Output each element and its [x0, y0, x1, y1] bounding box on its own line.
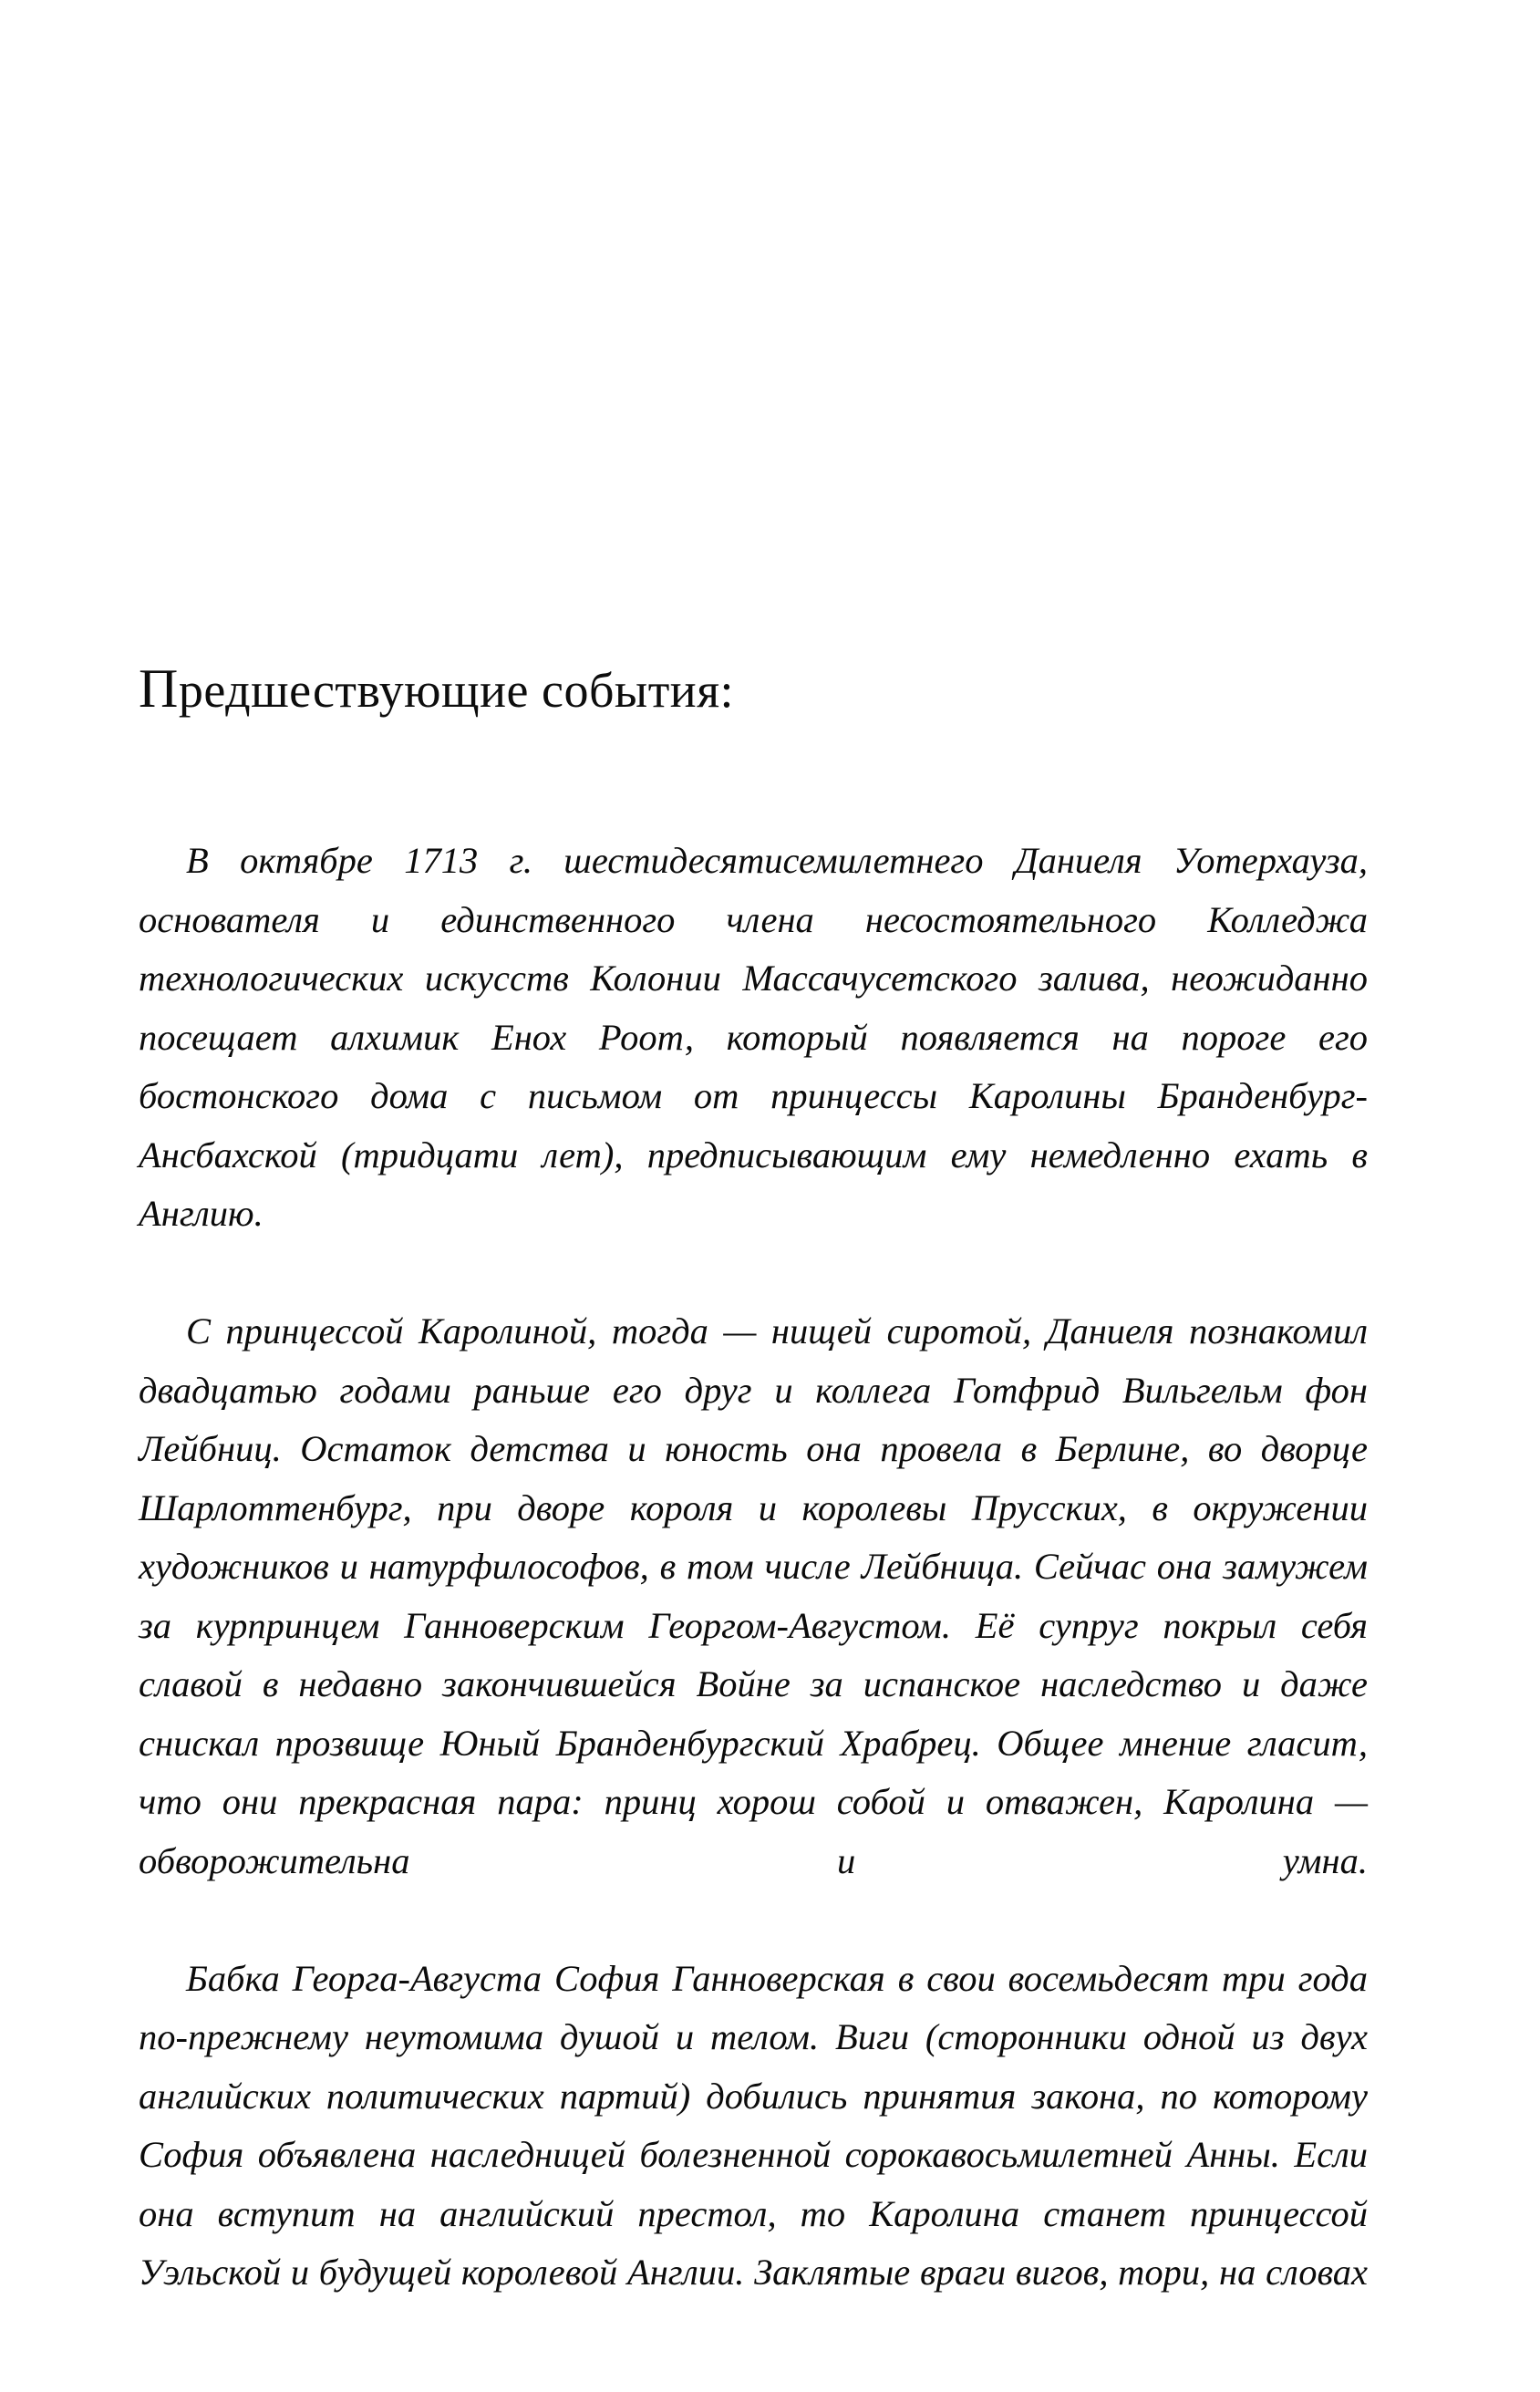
paragraph-2: С принцессой Каролиной, тогда — нищей сиротой, Даниеля познакомил двадцатью годами раньше его друг и коллега Готфрид Вильгельм фон Лейбниц. Остаток детства и юность она провела в Берлине, во дворце Шарлоттенбург, при дворе короля и королевы Прусских, в окружении художников и натурфилософов, в том числе Лейбница. Сейчас она замужем за курпринцем Ганноверским Георгом-Августом. Её супруг покрыл себя славой в недавно закончившейся Войне за испанское наследство и даже снискал прозвище Юный Бранденбургский Храбрец. Общее мнение гласит, что они прекрасная пара: принц хорош собой и отважен, Каролина — обворожительна и умна.	[139, 1310, 1368, 1881]
paragraph-3: Бабка Георга-Августа София Ганноверская в свои восемьдесят три года по-прежнему неутомима душой и телом. Виги (сторонники одной из двух английских политических партий) добились принятия закона, по которому София объявлена наследницей болезненной сорокавосьмилетней Анны. Если она вступит на английский престол, то Каролина станет принцессой Уэльской и будущей королевой Англии. Заклятые враги вигов, тори, на словах	[139, 1957, 1368, 2293]
page-title-rest: редшествующие события:	[178, 663, 735, 719]
page-title	[139, 658, 1368, 720]
paragraph-1: В октябре 1713 г. шестидесятисемилетнего Даниеля Уотерхауза, основателя и единственного члена несостоятельного Колледжа технологических искусств Колонии Массачусетского залива, неожиданно посещает алхимик Енох Роот, который появляется на пороге его бостонского дома с письмом от принцессы Каролины Бранденбург-Ансбахской (тридцати лет), предписывающим ему немедленно ехать в Англию.	[139, 840, 1368, 1234]
page-title-initial: П	[139, 658, 179, 720]
body-text	[139, 832, 1368, 2361]
